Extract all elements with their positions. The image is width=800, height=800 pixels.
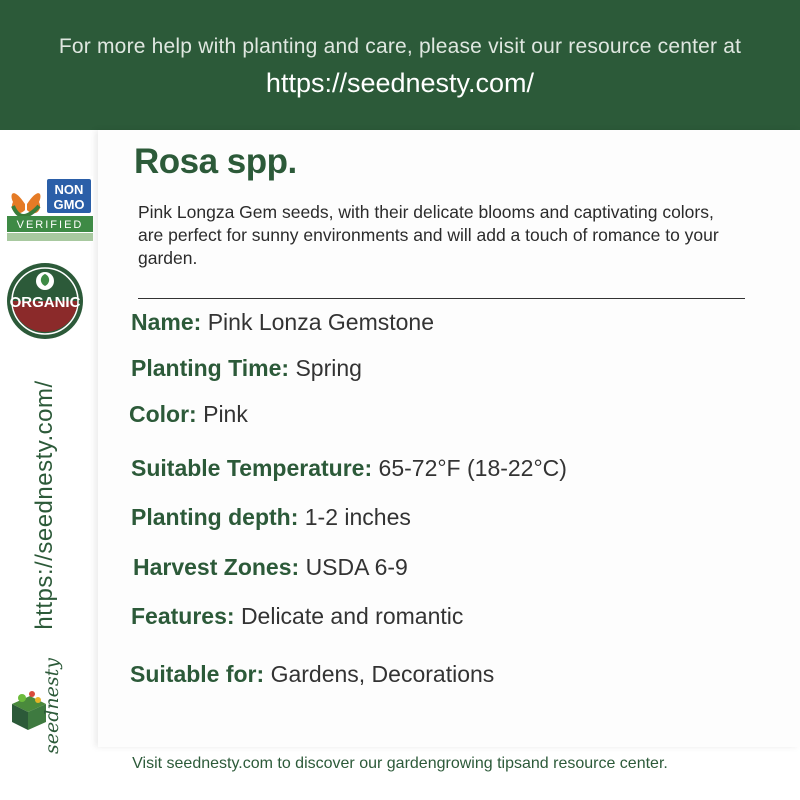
badge-non-text: NON bbox=[54, 182, 84, 197]
badge-organic-text: ORGANIC bbox=[9, 294, 81, 311]
detail-value: Spring bbox=[295, 355, 362, 381]
badge-verified-text: VERIFIED bbox=[16, 219, 84, 231]
leaf-icon bbox=[36, 272, 54, 290]
badge-gmo-text: GMO bbox=[53, 197, 85, 212]
non-gmo-verified-badge bbox=[7, 176, 93, 242]
detail-label: Features: bbox=[131, 603, 235, 629]
detail-value: Pink Lonza Gemstone bbox=[207, 309, 434, 335]
seednesty-logo-text: seednesty bbox=[41, 657, 63, 755]
divider bbox=[138, 298, 745, 299]
organic-badge bbox=[5, 261, 85, 341]
detail-label: Planting depth: bbox=[131, 504, 299, 530]
footer-text: Visit seednesty.com to discover our gardengrowing tipsand resource center. bbox=[132, 755, 668, 772]
vertical-url-link[interactable]: https://seednesty.com/ bbox=[31, 380, 58, 630]
detail-features bbox=[131, 603, 463, 630]
detail-value: Pink bbox=[203, 401, 248, 427]
detail-planting-time bbox=[131, 355, 362, 382]
detail-planting-depth bbox=[131, 504, 411, 531]
banner-url-link[interactable]: https://seednesty.com/ bbox=[265, 68, 535, 98]
product-title: Rosa spp. bbox=[134, 142, 297, 181]
detail-name bbox=[131, 309, 434, 336]
detail-label: Harvest Zones: bbox=[133, 554, 300, 580]
detail-label: Planting Time: bbox=[131, 355, 290, 381]
detail-value: USDA 6-9 bbox=[305, 554, 408, 580]
detail-label: Color: bbox=[129, 401, 197, 427]
detail-label: Suitable Temperature: bbox=[131, 455, 373, 481]
product-description: Pink Longza Gem seeds, with their delicate blooms and captivating colors, are perfect for sunny environments and will add a touch of romance to your garden. bbox=[138, 202, 719, 268]
detail-harvest-zones bbox=[133, 554, 408, 581]
detail-label: Name: bbox=[131, 309, 202, 335]
detail-color bbox=[129, 401, 248, 428]
top-banner bbox=[0, 0, 800, 130]
banner-help-text: For more help with planting and care, please visit our resource center at bbox=[58, 35, 742, 58]
detail-suitable-for bbox=[130, 661, 494, 688]
detail-value: 1-2 inches bbox=[304, 504, 411, 530]
detail-value: Delicate and romantic bbox=[240, 603, 464, 629]
seednesty-logo bbox=[4, 660, 74, 750]
detail-suitable-temperature bbox=[131, 455, 567, 482]
detail-value: Gardens, Decorations bbox=[270, 661, 495, 687]
detail-value: 65-72°F (18-22°C) bbox=[378, 455, 567, 481]
detail-label: Suitable for: bbox=[130, 661, 265, 687]
